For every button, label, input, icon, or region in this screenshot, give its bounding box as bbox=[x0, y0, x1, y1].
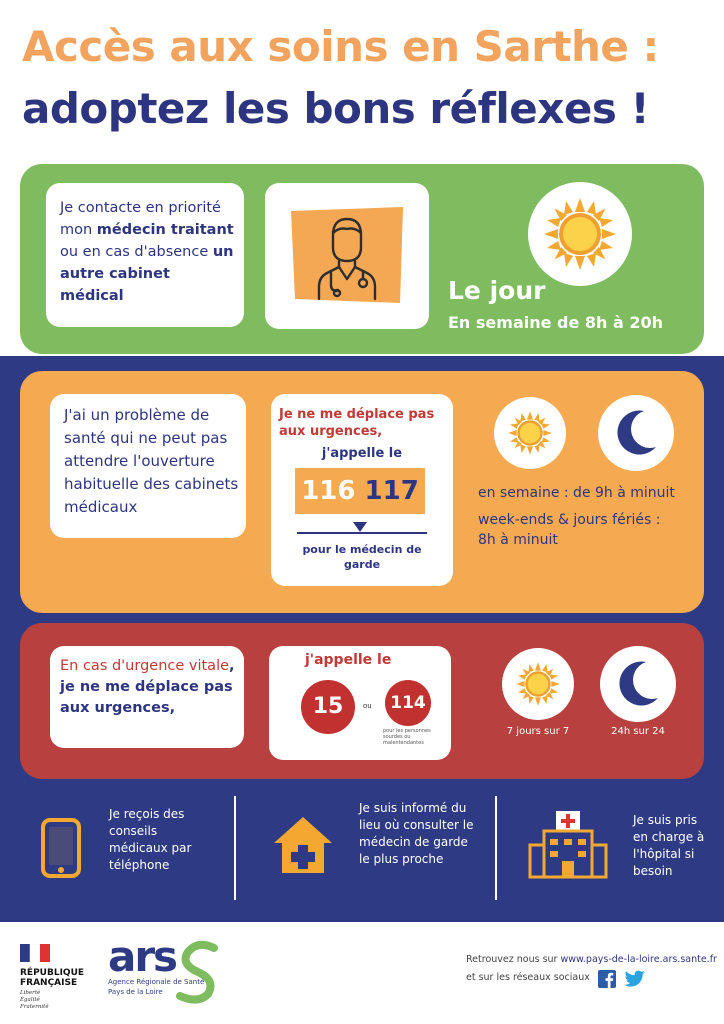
page-title-line1: Accès aux soins en Sarthe : bbox=[22, 22, 659, 71]
days-label: 7 jours sur 7 bbox=[506, 726, 570, 737]
info-text-hospital: Je suis pris en charge à l'hôpital si besoin bbox=[633, 813, 705, 878]
motto-2: Égalité bbox=[20, 997, 40, 1003]
ars-region: Pays de la Loire bbox=[108, 988, 163, 996]
sun-icon bbox=[507, 410, 553, 456]
moon-icon bbox=[616, 660, 660, 708]
moon-icon bbox=[614, 409, 658, 457]
motto-3: Fraternité bbox=[20, 1004, 49, 1010]
emergency-sun-badge bbox=[502, 648, 574, 720]
ars-swirl-icon bbox=[174, 940, 222, 1004]
problem-text: J'ai un problème de santé qui ne peut pas attendre l'ouverture habituelle des cabinets médicaux bbox=[64, 406, 239, 516]
arrow-down-icon bbox=[353, 522, 367, 532]
day-text-plain-1: Je contacte en priorité mon bbox=[60, 200, 221, 238]
republique-text-2: FRANÇAISE bbox=[20, 978, 78, 988]
call-116117-card bbox=[271, 394, 453, 586]
marianne-flag-icon bbox=[20, 944, 50, 962]
weekend-hours-2: 8h à minuit bbox=[478, 532, 558, 548]
weekend-hours-1: week-ends & jours fériés : bbox=[478, 512, 661, 528]
day-text-plain-2: ou en cas d'absence bbox=[60, 244, 213, 260]
separator-2 bbox=[495, 796, 497, 900]
or-text: ou bbox=[363, 702, 372, 710]
day-sun-badge bbox=[528, 182, 632, 286]
number-15-badge: 15 bbox=[301, 680, 355, 734]
find-us-text: Retrouvez nous sur bbox=[466, 954, 561, 965]
doctor-caption: pour le médecin de garde bbox=[302, 543, 422, 571]
ars-logo-text: ars bbox=[108, 932, 177, 981]
emergency-text-comma: , bbox=[229, 658, 235, 674]
sun-icon bbox=[515, 661, 561, 707]
number-117: 117 bbox=[364, 476, 419, 506]
number-116: 116 bbox=[301, 476, 356, 506]
emergency-call-text: j'appelle le bbox=[305, 652, 392, 668]
doctor-card bbox=[265, 183, 429, 329]
republique-text-1: RÉPUBLIQUE bbox=[20, 968, 85, 978]
emergency-text-bold: je ne me déplace pas aux urgences, bbox=[60, 679, 233, 716]
no-er-text: Je ne me déplace pas aux urgences, bbox=[279, 407, 435, 439]
social-text: et sur les réseaux sociaux bbox=[466, 972, 590, 983]
find-us-line bbox=[466, 951, 717, 969]
motto-1: Liberté bbox=[20, 990, 41, 996]
phone-icon bbox=[40, 817, 82, 879]
facebook-icon[interactable] bbox=[598, 970, 616, 988]
medical-house-icon bbox=[272, 815, 334, 875]
on-call-sun-badge bbox=[494, 397, 566, 469]
day-period-title: Le jour bbox=[448, 276, 546, 305]
number-116117-box bbox=[295, 468, 425, 514]
divider-line bbox=[297, 532, 427, 534]
ars-name: Agence Régionale de Santé bbox=[108, 978, 205, 986]
day-period-hours: En semaine de 8h à 20h bbox=[448, 313, 664, 332]
ars-logo bbox=[108, 932, 228, 1008]
on-call-moon-badge bbox=[598, 395, 674, 471]
alt-caption: pour les personnes sourdes ou malentendantes bbox=[383, 728, 431, 746]
number-114-badge: 114 bbox=[385, 680, 431, 726]
problem-card bbox=[50, 394, 246, 538]
hospital-icon bbox=[528, 809, 608, 879]
emergency-text bbox=[60, 656, 240, 719]
separator-1 bbox=[234, 796, 236, 900]
sun-icon bbox=[542, 196, 618, 272]
hours-label: 24h sur 24 bbox=[611, 726, 665, 737]
twitter-icon[interactable] bbox=[624, 970, 646, 988]
website-link[interactable]: www.pays-de-la-loire.ars.sante.fr bbox=[560, 954, 717, 965]
day-text-bold-2: un autre cabinet médical bbox=[60, 244, 234, 304]
day-text-card bbox=[46, 183, 244, 327]
weekday-hours: en semaine : de 9h à minuit bbox=[478, 485, 675, 501]
emergency-moon-badge bbox=[600, 646, 676, 722]
info-text-phone: Je reçois des conseils médicaux par téléphone bbox=[109, 807, 192, 872]
emergency-text-red: En cas d'urgence vitale bbox=[60, 658, 230, 674]
doctor-icon bbox=[287, 205, 407, 305]
republique-logo bbox=[20, 944, 84, 1011]
emergency-text-card bbox=[50, 646, 244, 748]
info-text-house: Je suis informé du lieu où consulter le médecin de garde le plus proche bbox=[359, 801, 474, 866]
call-text: j'appelle le bbox=[321, 446, 403, 461]
call-15-114-card bbox=[269, 646, 451, 760]
day-text-bold-1: médecin traitant bbox=[96, 222, 234, 238]
day-text bbox=[60, 197, 238, 307]
page-title-line2: adoptez les bons réflexes ! bbox=[22, 84, 650, 133]
